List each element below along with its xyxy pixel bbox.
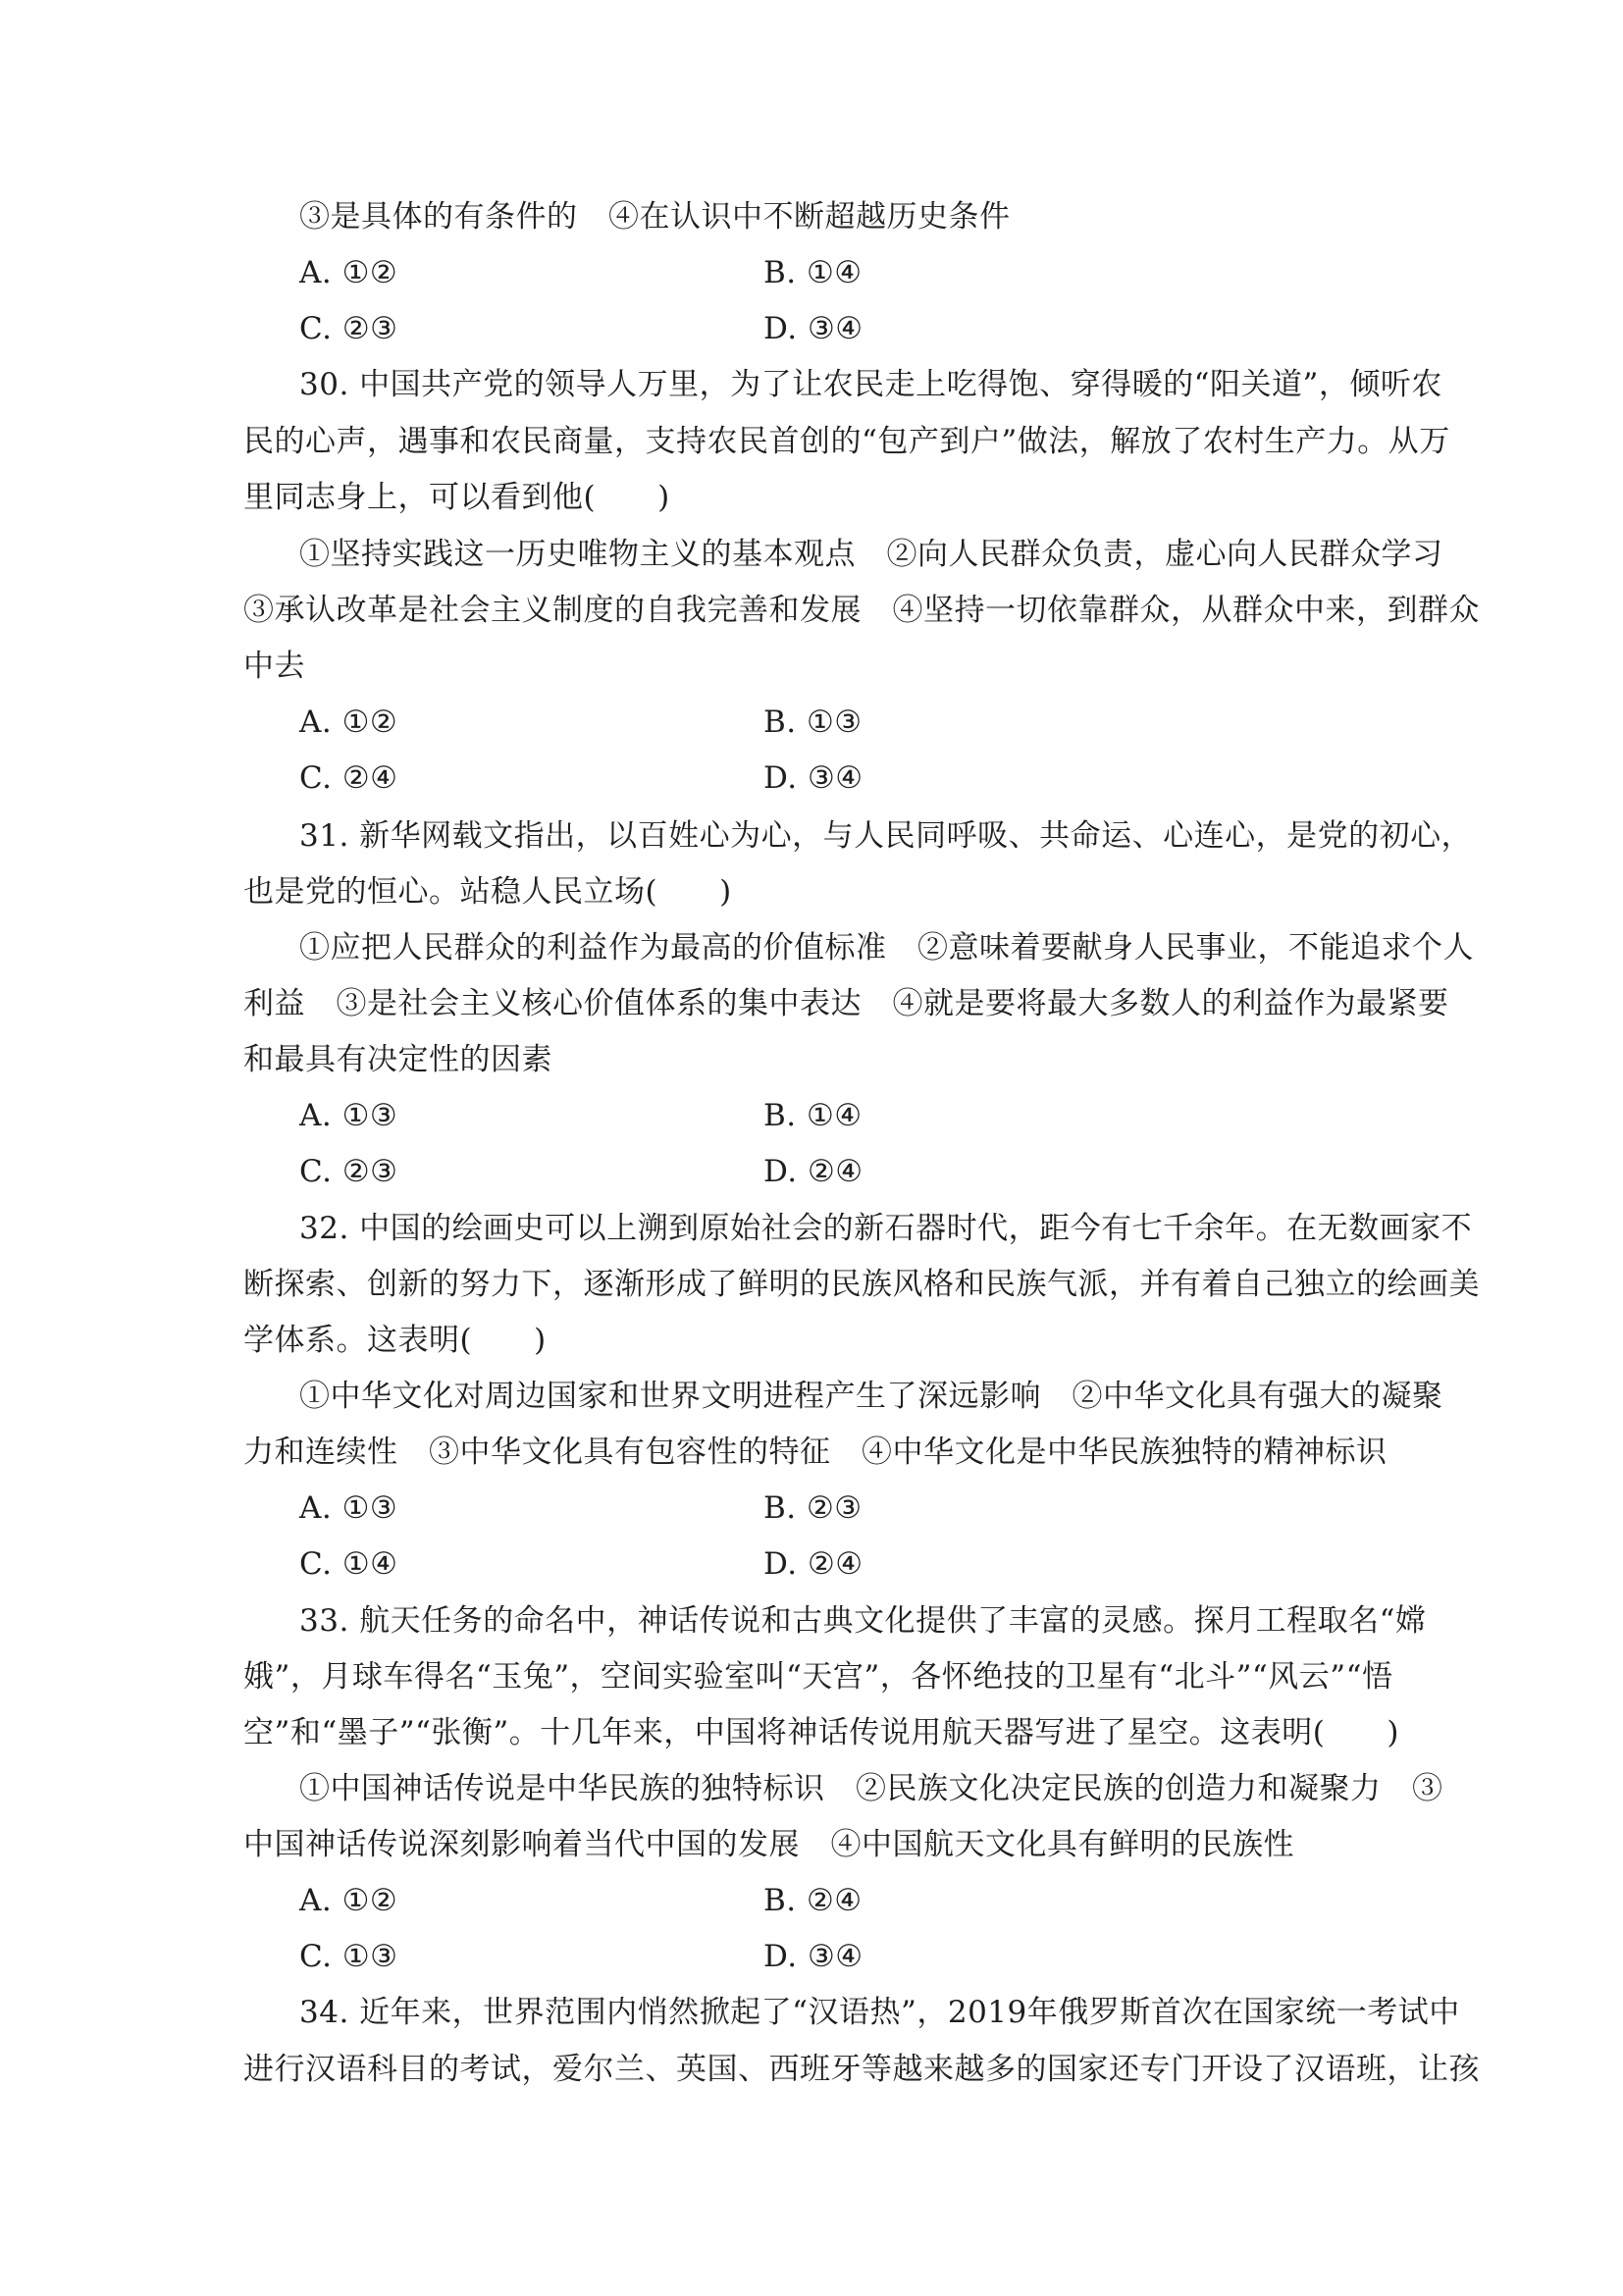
- q32-choice-line-2: 力和连续性 ③中华文化具有包容性的特征 ④中华文化是中华民族独特的精神标识: [243, 1435, 1387, 1470]
- q31-option-c: C. ②③: [299, 1154, 398, 1189]
- q32-stem-line-2: 断探索、创新的努力下，逐渐形成了鲜明的民族风格和民族气派，并有着自己独立的绘画美: [243, 1267, 1480, 1302]
- q31-option-d: D. ②④: [763, 1154, 864, 1189]
- q30-option-a: A. ①②: [299, 704, 398, 740]
- q33-stem-line-3: 空”和“墨子”“张衡”。十几年来，中国将神话传说用航天器写进了星空。这表明( ): [243, 1715, 1399, 1750]
- q29-option-a: A. ①②: [299, 255, 398, 290]
- q31-option-b: B. ①④: [763, 1098, 863, 1133]
- q32-option-b: B. ②③: [763, 1490, 863, 1526]
- q32-option-a: A. ①③: [299, 1490, 398, 1526]
- q34-stem-line-2: 进行汉语科目的考试，爱尔兰、英国、西班牙等越来越多的国家还专门开设了汉语班，让孩: [243, 2052, 1480, 2087]
- q31-choice-line-2: 利益 ③是社会主义核心价值体系的集中表达 ④就是要将最大多数人的利益作为最紧要: [243, 986, 1449, 1021]
- q33-option-a: A. ①②: [299, 1883, 398, 1918]
- q31-option-a: A. ①③: [299, 1098, 398, 1133]
- q30-stem-line-2: 民的心声，遇事和农民商量，支持农民首创的“包产到户”做法，解放了农村生产力。从万: [243, 424, 1450, 459]
- q32-option-d: D. ②④: [763, 1546, 864, 1582]
- q31-stem-line-2: 也是党的恒心。站稳人民立场( ): [243, 874, 732, 910]
- q30-option-d: D. ③④: [763, 760, 864, 796]
- q29-option-d: D. ③④: [763, 311, 864, 346]
- q29-option-b: B. ①④: [763, 255, 863, 290]
- q30-choice-line-3: 中去: [243, 649, 305, 684]
- q33-option-c: C. ①③: [299, 1939, 398, 1974]
- q33-option-d: D. ③④: [763, 1939, 864, 1974]
- q32-stem-line-3: 学体系。这表明( ): [243, 1323, 547, 1358]
- q34-stem-line-1: 34. 近年来，世界范围内悄然掀起了“汉语热”，2019年俄罗斯首次在国家统一考试中: [299, 1995, 1460, 2030]
- q30-stem-line-3: 里同志身上，可以看到他( ): [243, 480, 670, 515]
- q31-stem-line-1: 31. 新华网载文指出，以百姓心为心，与人民同呼吸、共命运、心连心，是党的初心，: [299, 818, 1473, 854]
- q29-stem-tail: ③是具体的有条件的 ④在认识中不断超越历史条件: [299, 199, 1011, 235]
- q30-choice-line-2: ③承认改革是社会主义制度的自我完善和发展 ④坚持一切依靠群众，从群众中来，到群众: [243, 593, 1480, 628]
- q31-choice-line-1: ①应把人民群众的利益作为最高的价值标准 ②意味着要献身人民事业，不能追求个人: [299, 930, 1474, 965]
- q30-choice-line-1: ①坚持实践这一历史唯物主义的基本观点 ②向人民群众负责，虚心向人民群众学习: [299, 537, 1443, 572]
- q33-choice-line-1: ①中国神话传说是中华民族的独特标识 ②民族文化决定民族的创造力和凝聚力 ③: [299, 1771, 1443, 1806]
- q33-stem-line-1: 33. 航天任务的命名中，神话传说和古典文化提供了丰富的灵感。探月工程取名“嫦: [299, 1603, 1427, 1639]
- q30-option-c: C. ②④: [299, 760, 398, 796]
- q33-option-b: B. ②④: [763, 1883, 863, 1918]
- q30-option-b: B. ①③: [763, 704, 863, 740]
- q32-option-c: C. ①④: [299, 1546, 398, 1582]
- q32-stem-line-1: 32. 中国的绘画史可以上溯到原始社会的新石器时代，距今有七千余年。在无数画家不: [299, 1211, 1473, 1246]
- q33-choice-line-2: 中国神话传说深刻影响着当代中国的发展 ④中国航天文化具有鲜明的民族性: [243, 1827, 1294, 1862]
- q30-stem-line-1: 30. 中国共产党的领导人万里，为了让农民走上吃得饱、穿得暖的“阳关道”，倾听农: [299, 367, 1442, 402]
- q33-stem-line-2: 娥”，月球车得名“玉兔”，空间实验室叫“天宫”，各怀绝技的卫星有“北斗”“风云”“悟: [243, 1659, 1393, 1695]
- q29-option-c: C. ②③: [299, 311, 398, 346]
- q32-choice-line-1: ①中华文化对周边国家和世界文明进程产生了深远影响 ②中华文化具有强大的凝聚: [299, 1379, 1443, 1414]
- q31-choice-line-3: 和最具有决定性的因素: [243, 1042, 552, 1077]
